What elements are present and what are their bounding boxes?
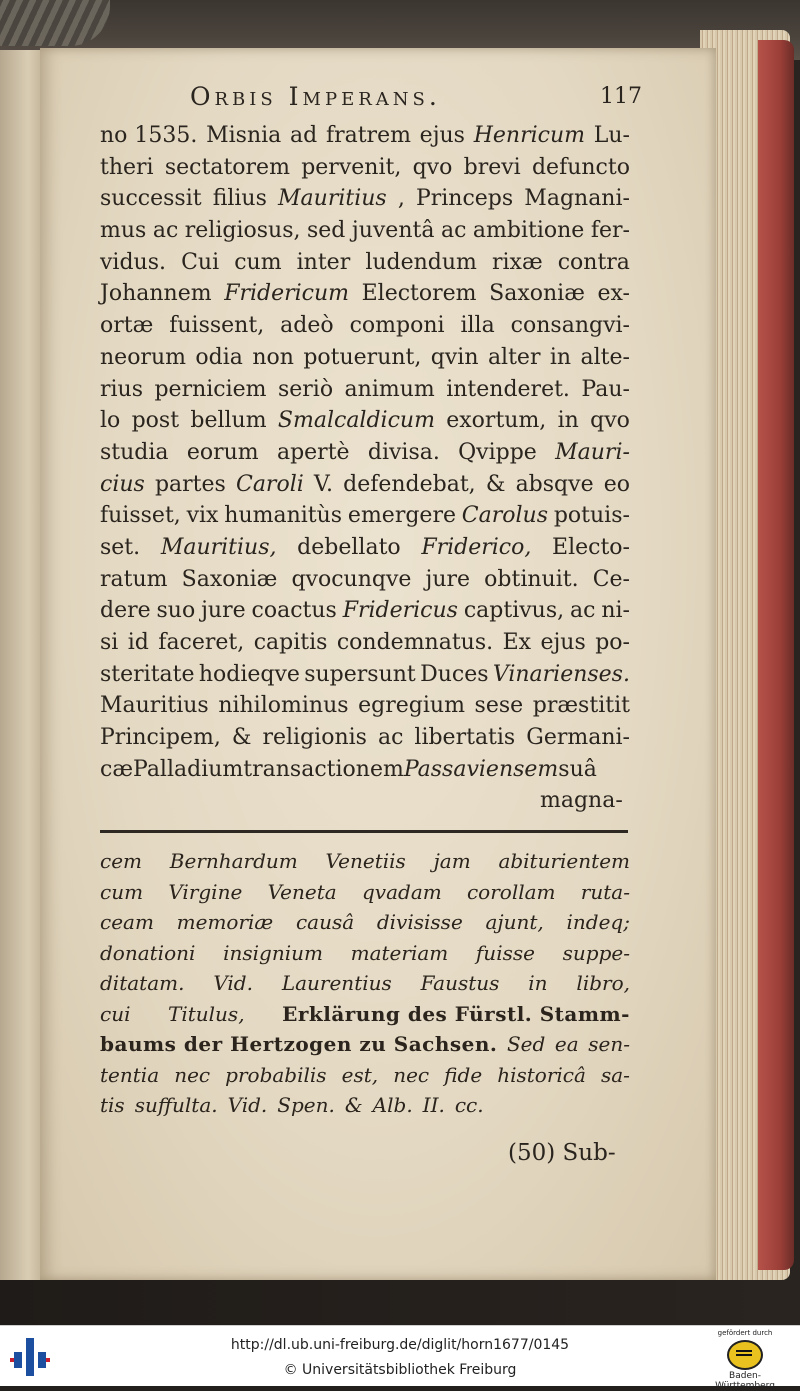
word: mus <box>100 218 147 244</box>
word: tis <box>100 1093 125 1117</box>
word: Palladium <box>133 756 244 782</box>
word: Pau- <box>581 376 630 402</box>
main_lines-line <box>100 690 630 722</box>
word: Lu- <box>593 123 630 148</box>
word: dere <box>100 598 151 624</box>
word: Electorem <box>361 281 477 307</box>
word: indeq; <box>566 910 630 934</box>
word: & <box>485 471 506 497</box>
word: nec <box>393 1062 430 1087</box>
word: Electo- <box>552 534 630 560</box>
word: cui <box>100 1001 131 1026</box>
word: ortæ <box>100 313 154 339</box>
word: suffulta. <box>134 1093 218 1117</box>
word: debellato <box>297 534 401 560</box>
main_lines-line <box>100 659 630 691</box>
word: fide <box>444 1062 483 1087</box>
word: ruta- <box>580 879 630 904</box>
word: post <box>131 408 180 434</box>
main_lines-line <box>100 310 630 342</box>
note_lines-line <box>100 877 630 908</box>
word: ni- <box>601 598 630 624</box>
word: humanitùs <box>224 503 343 529</box>
word: ex- <box>597 281 630 307</box>
word: ambitione <box>472 218 585 244</box>
word: fuisse <box>475 940 535 965</box>
word: cæ <box>100 756 133 782</box>
word: Vid. <box>227 1093 268 1117</box>
word: tentia <box>100 1062 160 1087</box>
running-head: Orbis Imperans. <box>190 82 441 111</box>
signature-mark: (50) Sub- <box>508 1140 616 1166</box>
word: ea <box>554 1032 579 1056</box>
word: causâ <box>295 910 355 934</box>
word: cius <box>100 471 145 497</box>
main_lines-line <box>100 722 630 754</box>
word: neorum <box>100 344 186 370</box>
word: Vinarienses. <box>492 661 630 687</box>
main_lines-line <box>100 374 630 406</box>
word: ejus <box>419 123 465 148</box>
word: Mauritius <box>278 186 387 212</box>
word: ad <box>290 123 318 148</box>
word: & <box>344 1093 363 1117</box>
word: steritate <box>100 661 195 687</box>
red-edge <box>758 40 794 1270</box>
state-crest-icon <box>727 1340 763 1370</box>
word: Saxoniæ <box>181 566 278 592</box>
sponsor-badge <box>700 1329 790 1391</box>
main_lines-line <box>100 595 630 627</box>
word: Mauritius <box>100 693 209 719</box>
word: insignium <box>223 940 323 965</box>
word: fratrem <box>325 123 411 148</box>
word: Fridericus <box>342 598 458 624</box>
main_lines-line <box>100 469 630 501</box>
word: II. <box>422 1093 445 1117</box>
word: inter <box>296 249 351 275</box>
word: bellum <box>190 408 267 434</box>
word: Princeps <box>415 186 514 212</box>
word: ac <box>440 218 467 244</box>
main_lines-line <box>100 437 630 469</box>
word: partes <box>154 471 226 497</box>
main_lines-line <box>100 183 630 215</box>
note_lines-line <box>100 999 630 1030</box>
note_lines-line <box>100 1060 630 1091</box>
word: apertè <box>276 439 350 465</box>
main_lines-line <box>100 532 630 564</box>
word: Cui <box>181 249 220 275</box>
word: rius <box>100 376 144 402</box>
word: divisa. <box>367 439 440 465</box>
word: vidus. <box>100 249 166 275</box>
word: ratum <box>100 566 168 592</box>
word: successit <box>100 186 202 212</box>
note_lines-line <box>100 968 630 999</box>
word: cem <box>100 849 143 873</box>
word: condemnatus. <box>336 630 494 655</box>
word: contra <box>557 249 630 275</box>
word: Mauritius, <box>160 534 277 560</box>
word: Saxoniæ <box>489 281 585 307</box>
word: Mauri- <box>555 439 630 465</box>
word: donationi <box>100 940 196 965</box>
word: transactionem <box>243 756 404 782</box>
word: set. <box>100 534 141 560</box>
word: religionis <box>262 725 367 751</box>
word: Fridericum <box>224 281 350 307</box>
word: potuis- <box>553 503 630 529</box>
word: Erklärung des Fürstl. Stamm- <box>282 1001 630 1026</box>
word: ludendum <box>365 249 477 275</box>
word: historicâ <box>497 1062 586 1087</box>
word: coactus <box>251 598 337 624</box>
word: Johannem <box>100 281 212 307</box>
word: jure <box>425 566 471 592</box>
word: fuissent, <box>169 313 265 339</box>
word: studia <box>100 439 169 465</box>
note_lines-line <box>100 1090 630 1121</box>
word: Duces <box>420 661 489 687</box>
word: eo <box>603 471 630 497</box>
word: baums der Hertzogen zu Sachsen. <box>100 1032 498 1056</box>
sponsor-caption: gefördert durch <box>717 1329 773 1337</box>
word: qvo <box>590 408 630 434</box>
word: nec <box>174 1062 211 1087</box>
word: cum <box>234 249 282 275</box>
word: defendebat, <box>343 471 476 497</box>
word: ac <box>377 725 404 751</box>
word: Ex <box>502 630 532 655</box>
word: po- <box>595 630 630 655</box>
word: non <box>252 344 294 370</box>
word: Vid. <box>213 971 253 995</box>
main_lines-line <box>100 120 630 152</box>
word: Henricum <box>473 123 585 148</box>
word: jure <box>201 598 246 624</box>
word: potuerunt, <box>303 344 422 370</box>
word: sa- <box>600 1062 630 1087</box>
word: Faustus <box>420 971 500 995</box>
word: , <box>397 186 405 212</box>
note_lines-line <box>100 1029 630 1060</box>
word: id <box>127 630 149 655</box>
word: suo <box>156 598 196 624</box>
word: in <box>528 971 548 995</box>
word: est, <box>341 1062 379 1087</box>
footnote-text <box>100 846 630 1121</box>
word: suâ <box>558 756 597 782</box>
word: perniciem <box>154 376 267 402</box>
word: vix <box>186 503 219 529</box>
word: pervenit, <box>301 154 402 180</box>
word: componi <box>349 313 445 339</box>
main_lines-line <box>100 564 630 596</box>
word: Germani- <box>526 725 630 751</box>
word: sed <box>306 218 346 244</box>
main_lines-line <box>100 278 630 310</box>
main_lines-line <box>100 342 630 374</box>
word: Sed <box>506 1032 546 1056</box>
catchword: magna- <box>540 788 623 813</box>
word: egregium <box>358 693 465 719</box>
word: & <box>231 725 252 751</box>
word: Ce- <box>592 566 630 592</box>
word: suppe- <box>562 940 630 965</box>
word: odia <box>195 344 243 370</box>
note_lines-line <box>100 846 630 877</box>
main_lines-line <box>100 215 630 247</box>
word: libertatis <box>414 725 516 751</box>
word: sese <box>474 693 524 719</box>
word: sectatorem <box>164 154 290 180</box>
word: emergere <box>347 503 456 529</box>
word: qvocunqve <box>291 566 412 592</box>
word: sen- <box>588 1032 630 1056</box>
word: supersunt <box>304 661 416 687</box>
word: fuisset, <box>100 503 181 529</box>
word: Alb. <box>372 1093 413 1117</box>
word: defuncto <box>531 154 630 180</box>
word: Qvippe <box>458 439 537 465</box>
word: seriò <box>277 376 334 402</box>
word: hodieqve <box>198 661 300 687</box>
word: V. <box>313 471 333 497</box>
word: animum <box>344 376 435 402</box>
word: jam <box>433 849 471 873</box>
footnote-rule <box>100 830 628 833</box>
main_lines-line <box>100 152 630 184</box>
word: intenderet. <box>446 376 570 402</box>
word: eorum <box>186 439 259 465</box>
word: Laurentius <box>281 971 392 995</box>
word: qvin <box>430 344 479 370</box>
word: ceam <box>100 910 154 934</box>
permalink-url[interactable]: http://dl.ub.uni-freiburg.de/diglit/horn1677/0145 <box>230 1337 570 1353</box>
word: præstitit <box>532 693 630 719</box>
word: ditatam. <box>100 971 185 995</box>
word: ajunt, <box>485 910 544 934</box>
main_lines-line <box>100 754 630 786</box>
sponsor-name: Baden-Württemberg <box>715 1371 775 1391</box>
word: Caroli <box>235 471 304 497</box>
word: obtinuit. <box>484 566 579 592</box>
word: religiosus, <box>184 218 301 244</box>
word: lo <box>100 408 121 434</box>
word: Magnani- <box>524 186 630 212</box>
word: Veneta <box>267 879 337 904</box>
word: rixæ <box>491 249 543 275</box>
word: Smalcaldicum <box>277 408 435 434</box>
word: Virgine <box>168 879 243 904</box>
word: alter <box>487 344 541 370</box>
word: capitis <box>253 630 328 655</box>
word: adeò <box>280 313 334 339</box>
main_lines-line <box>100 405 630 437</box>
footer-bar <box>0 1325 800 1391</box>
word: memoriæ <box>176 910 274 934</box>
word: Passaviensem <box>403 756 559 782</box>
word: exortum, <box>446 408 547 434</box>
word: probabilis <box>225 1062 327 1087</box>
word: Venetiis <box>325 849 406 873</box>
page-number: 117 <box>600 84 642 109</box>
word: theri <box>100 154 154 180</box>
word: materiam <box>350 940 449 965</box>
word: Spen. <box>277 1093 335 1117</box>
word: alte- <box>580 344 630 370</box>
word: Bernhardum <box>169 849 298 873</box>
main_lines-line <box>100 247 630 279</box>
word: Titulus, <box>168 1001 245 1026</box>
word: Principem, <box>100 725 221 751</box>
word: ejus <box>540 630 586 655</box>
word: in <box>549 344 572 370</box>
word: consangvi- <box>510 313 630 339</box>
word: cc. <box>454 1093 484 1117</box>
word: Misnia <box>206 123 282 148</box>
note_lines-line <box>100 907 630 938</box>
word: brevi <box>463 154 521 180</box>
word: libro, <box>576 971 630 995</box>
word: corollam <box>466 879 556 904</box>
word: illa <box>460 313 495 339</box>
left-page-edge <box>0 50 40 1280</box>
word: nihilominus <box>218 693 349 719</box>
copyright-notice: © Universitätsbibliothek Freiburg <box>283 1362 517 1378</box>
word: ac <box>152 218 179 244</box>
word: cum <box>100 879 144 904</box>
word: qvadam <box>361 879 442 904</box>
word: absqve <box>515 471 594 497</box>
word: fer- <box>590 218 630 244</box>
word: divisisse <box>376 910 463 934</box>
word: ac <box>570 598 596 624</box>
word: Friderico, <box>421 534 532 560</box>
word: filius <box>212 186 267 212</box>
word: juventâ <box>351 218 435 244</box>
word: faceret, <box>158 630 245 655</box>
main-text <box>100 120 630 785</box>
word: abiturientem <box>498 849 630 873</box>
word: si <box>100 630 119 655</box>
word: captivus, <box>463 598 565 624</box>
word: in <box>557 408 579 434</box>
main_lines-line <box>100 500 630 532</box>
word: qvo <box>412 154 453 180</box>
main_lines-line <box>100 627 630 659</box>
word: no 1535. <box>100 123 198 148</box>
word: Carolus <box>461 503 549 529</box>
note_lines-line <box>100 938 630 969</box>
